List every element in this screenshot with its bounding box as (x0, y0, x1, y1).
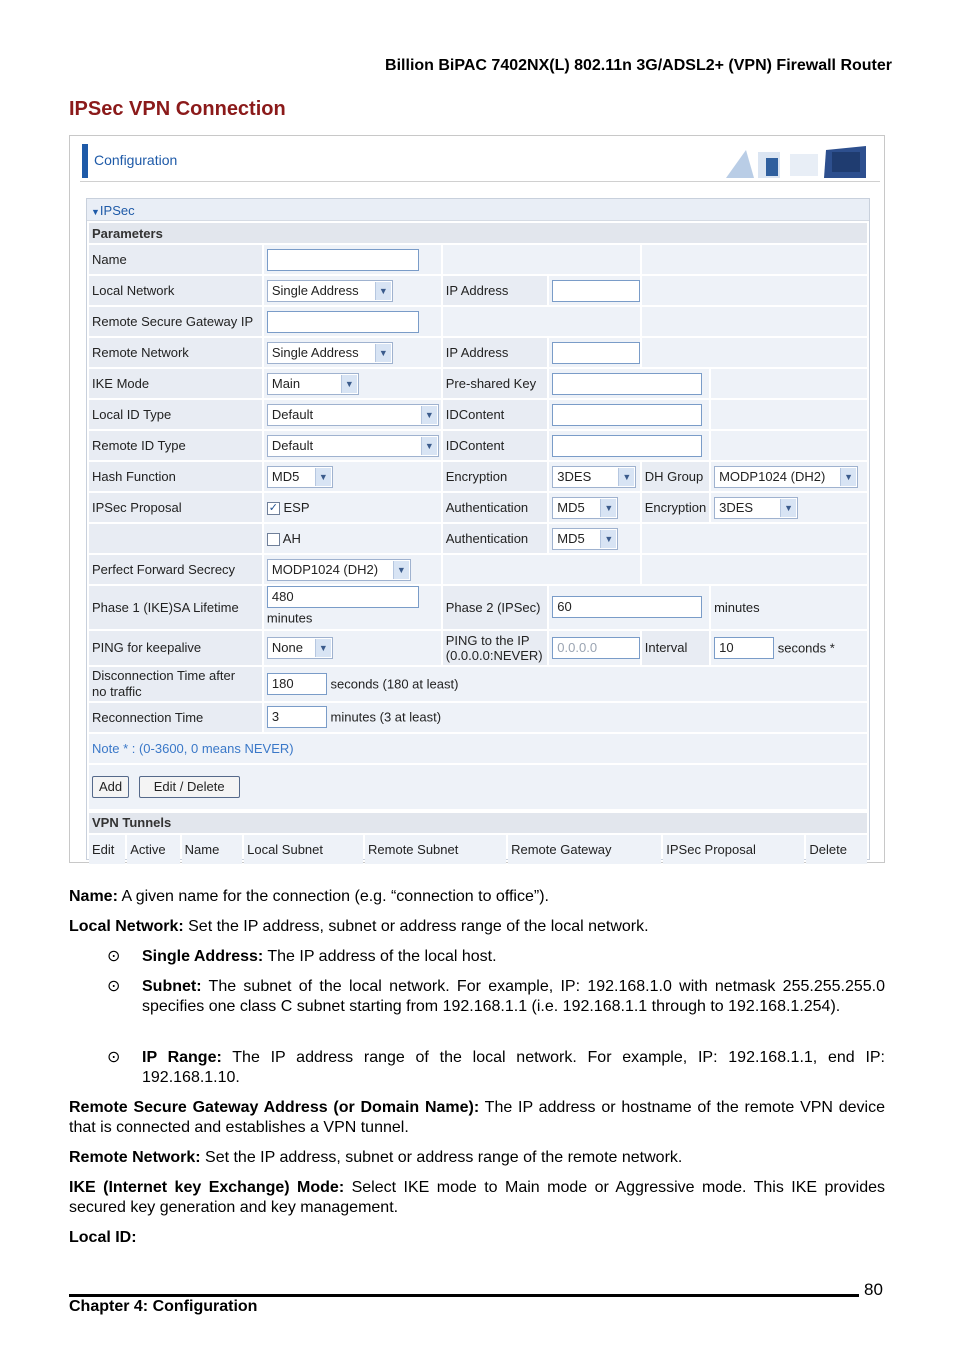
col-active: Active (127, 835, 179, 864)
chevron-down-icon: ▼ (780, 499, 796, 517)
bullet-icon: ⊙ (107, 1049, 121, 1066)
remote-ip-label: IP Address (443, 338, 548, 367)
hash-function-select[interactable]: MD5 ▼ (267, 466, 333, 488)
esp-authentication-select[interactable]: MD5 ▼ (552, 497, 618, 519)
encryption-label: Encryption (443, 462, 548, 491)
ipsec-panel (86, 198, 870, 860)
chevron-down-icon: ▼ (393, 561, 409, 579)
para-ike-mode: IKE (Internet key Exchange) Mode: Select IKE mode to Main mode or Aggressive mode. This IKE provides secured key generation and key management. (69, 1179, 885, 1216)
col-local-subnet: Local Subnet (244, 835, 363, 864)
ah-label: AH (282, 530, 301, 546)
disconnection-input[interactable]: 180 (267, 673, 327, 695)
reconnection-label: Reconnection Time (89, 703, 262, 732)
ipsec-proposal-label: IPSec Proposal (89, 493, 262, 522)
local-idcontent-label: IDContent (443, 400, 548, 429)
para-local-network: Local Network: Set the IP address, subnet or address range of the local network. (69, 918, 649, 935)
dh-group-select[interactable]: MODP1024 (DH2) ▼ (714, 466, 858, 488)
pfs-label: Perfect Forward Secrecy (89, 555, 262, 584)
chevron-down-icon: ▼ (840, 468, 856, 486)
esp-label: ESP (283, 499, 310, 515)
chevron-down-icon: ▼ (600, 530, 616, 548)
interval-input[interactable]: 10 (714, 637, 774, 659)
bullet-subnet: ⊙ Subnet: The subnet of the local network. For example, IP: 192.168.1.0 with netmask 255.255.255.0 specifies one class C subnet starting from 192.168.1.1 (i.e. 192.168.1.1 through to 192.168.1.254). (107, 978, 885, 1015)
interval-label: Interval (642, 631, 709, 665)
chevron-down-icon: ▼ (315, 639, 331, 657)
remote-network-select[interactable]: Single Address ▼ (267, 342, 393, 364)
reconnection-unit: minutes (3 at least) (330, 709, 442, 725)
col-remote-subnet: Remote Subnet (365, 835, 506, 864)
encryption-select[interactable]: 3DES ▼ (552, 466, 636, 488)
col-delete: Delete (806, 835, 867, 864)
collapse-triangle-icon[interactable]: ▼ (91, 207, 100, 217)
vpn-tunnels-header: VPN Tunnels (89, 813, 867, 833)
ah-authentication-select[interactable]: MD5 ▼ (552, 528, 618, 550)
chevron-down-icon: ▼ (315, 468, 331, 486)
local-ip-input[interactable] (552, 280, 639, 302)
remote-idcontent-label: IDContent (443, 431, 548, 460)
local-id-type-select[interactable]: Default ▼ (267, 404, 439, 426)
ping-keepalive-label: PING for keepalive (89, 631, 262, 665)
esp-encryption-select[interactable]: 3DES ▼ (714, 497, 798, 519)
ipsec-screenshot (69, 135, 885, 863)
add-button[interactable]: Add (92, 776, 129, 798)
ping-ip-input[interactable]: 0.0.0.0 (552, 637, 639, 659)
remote-id-type-select[interactable]: Default ▼ (267, 435, 439, 457)
bullet-ip-range: ⊙ IP Range: The IP address range of the local network. For example, IP: 192.168.1.1, end IP: 192.168.1.10. (107, 1049, 886, 1086)
phase2-input[interactable]: 60 (552, 596, 702, 618)
disconnection-unit: seconds (180 at least) (330, 676, 459, 692)
parameters-header: Parameters (89, 223, 867, 243)
local-idcontent-input[interactable] (552, 404, 702, 426)
chevron-down-icon: ▼ (421, 406, 437, 424)
esp-checkbox[interactable]: ✓ (268, 502, 278, 515)
phase1-label: Phase 1 (IKE)SA Lifetime (89, 586, 262, 629)
ah-checkbox[interactable] (267, 533, 280, 546)
para-local-id: Local ID: (69, 1229, 137, 1246)
local-network-label: Local Network (89, 276, 262, 305)
name-input[interactable] (267, 249, 419, 271)
header-graphic-icon (706, 144, 876, 180)
footer-chapter: Chapter 4: Configuration (69, 1298, 258, 1315)
remote-id-type-label: Remote ID Type (89, 431, 262, 460)
chevron-down-icon: ▼ (341, 375, 357, 393)
ping-keepalive-select[interactable]: None ▼ (267, 637, 333, 659)
chevron-down-icon: ▼ (618, 468, 634, 486)
accent-bar (82, 144, 88, 178)
ike-mode-select[interactable]: Main ▼ (267, 373, 359, 395)
remote-network-label: Remote Network (89, 338, 262, 367)
local-id-type-label: Local ID Type (89, 400, 262, 429)
ipsec-panel-header[interactable] (87, 199, 869, 221)
note-text: Note * : (0-3600, 0 means NEVER) (89, 734, 867, 763)
local-network-select[interactable]: Single Address ▼ (267, 280, 393, 302)
col-ipsec-proposal: IPSec Proposal (663, 835, 804, 864)
bullet-icon: ⊙ (107, 978, 121, 995)
esp-encryption-label: Encryption (642, 493, 709, 522)
remote-gateway-input[interactable] (267, 311, 419, 333)
chevron-down-icon: ▼ (375, 282, 391, 300)
disconnection-label-2: no traffic (92, 683, 142, 699)
ping-ip-hint: (0.0.0.0:NEVER) (445, 647, 543, 663)
para-remote-gateway: Remote Secure Gateway Address (or Domain Name): The IP address or hostname of the remote VPN device that is connected and establishes a VPN tunnel. (69, 1099, 885, 1136)
ipsec-title: IPSec (99, 203, 135, 218)
disconnection-label: Disconnection Time after (92, 667, 236, 683)
chevron-down-icon: ▼ (375, 344, 391, 362)
para-remote-network: Remote Network: Set the IP address, subnet or address range of the remote network. (69, 1149, 683, 1166)
remote-ip-input[interactable] (552, 342, 639, 364)
vpn-tunnels-table (87, 811, 869, 866)
bullet-icon: ⊙ (107, 948, 121, 965)
chevron-down-icon: ▼ (421, 437, 437, 455)
col-name: Name (182, 835, 242, 864)
ike-mode-label: IKE Mode (89, 369, 262, 398)
bullet-single-address: ⊙ Single Address: The IP address of the local host. (107, 948, 497, 965)
para-name: Name: A given name for the connection (e.g. “connection to office”). (69, 888, 549, 905)
psk-label: Pre-shared Key (443, 369, 548, 398)
reconnection-input[interactable]: 3 (267, 706, 327, 728)
remote-gateway-label: Remote Secure Gateway IP (89, 307, 262, 336)
phase1-input[interactable]: 480 (267, 586, 419, 608)
section-title: IPSec VPN Connection (69, 98, 286, 120)
chevron-down-icon: ▼ (600, 499, 616, 517)
edit-delete-button[interactable]: Edit / Delete (139, 776, 240, 798)
footer-rule (69, 1294, 859, 1297)
remote-idcontent-input[interactable] (552, 435, 702, 457)
name-label: Name (89, 245, 262, 274)
local-ip-label: IP Address (443, 276, 548, 305)
hash-function-label: Hash Function (89, 462, 262, 491)
phase2-label: Phase 2 (IPSec) (443, 586, 548, 629)
pfs-select[interactable]: MODP1024 (DH2) ▼ (267, 559, 411, 581)
col-edit: Edit (89, 835, 125, 864)
configuration-title: Configuration (94, 152, 178, 168)
phase2-unit: minutes (714, 600, 760, 616)
dh-group-label: DH Group (642, 462, 709, 491)
ping-ip-label: PING to the IP (445, 632, 530, 648)
ipsec-parameters-table (87, 221, 869, 811)
interval-unit: seconds * (777, 640, 835, 656)
document-header: Billion BiPAC 7402NX(L) 802.11n 3G/ADSL2+ (VPN) Firewall Router (385, 57, 892, 74)
col-remote-gateway: Remote Gateway (508, 835, 661, 864)
configuration-bar (80, 142, 880, 182)
psk-input[interactable] (552, 373, 702, 395)
esp-authentication-label: Authentication (443, 493, 548, 522)
page-number: 80 (864, 1280, 883, 1299)
ah-authentication-label: Authentication (443, 524, 548, 553)
phase1-unit: minutes (266, 610, 313, 626)
